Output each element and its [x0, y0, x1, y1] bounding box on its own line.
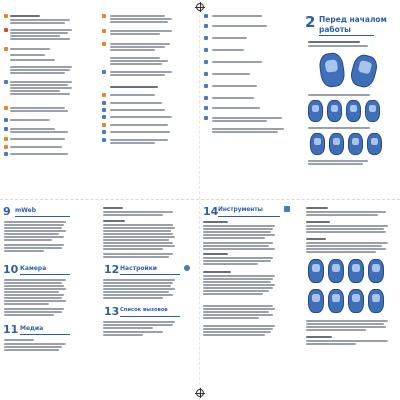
- panel-tools-continued: [300, 201, 400, 400]
- section-2-getting-started: [300, 0, 400, 195]
- phone-illustration-18: [368, 289, 384, 313]
- silent-icon: [204, 106, 208, 110]
- phone-illustration-11: [308, 259, 324, 283]
- phone-illustration-4: [327, 100, 342, 122]
- panel-sections-12-13: [100, 201, 195, 400]
- phone-illustration-6: [365, 100, 380, 122]
- phone-illustration-17: [348, 289, 364, 313]
- java-icon: [102, 70, 106, 74]
- missed-call-icon: [204, 72, 208, 76]
- email-icon: [102, 115, 106, 119]
- section-14-tools: [200, 201, 295, 400]
- horizontal-fold-line: [0, 199, 400, 200]
- section-13-title: Список вызовов: [120, 307, 168, 313]
- gprs-icon: [204, 24, 208, 28]
- phone-illustration-13: [348, 259, 364, 283]
- panel-icons-list-2: [100, 0, 195, 195]
- phone-illustration-2: [348, 52, 379, 89]
- mute-icon: [102, 29, 106, 33]
- section-11-title: Медиа: [20, 325, 44, 332]
- section-9-number: 9: [3, 205, 11, 218]
- section-9-underline: [15, 216, 70, 217]
- headset-icon: [4, 127, 8, 131]
- panel-icons-list-1: [0, 0, 95, 195]
- vibrate-icon: [4, 145, 8, 149]
- lock-icon: [4, 137, 8, 141]
- wap-icon: [102, 130, 106, 134]
- phone-illustration-5: [346, 100, 361, 122]
- divert-icon: [204, 60, 208, 64]
- phone-illustration-16: [328, 289, 344, 313]
- call-icon: [102, 14, 106, 18]
- signal-icon: [4, 47, 8, 51]
- phone-illustration-15: [308, 289, 324, 313]
- phone-illustration-9: [348, 133, 363, 155]
- section-2-number: 2: [305, 13, 316, 31]
- sms-icon: [102, 101, 106, 105]
- phone-illustration-8: [329, 133, 344, 155]
- section-12-title: Настройки: [120, 265, 158, 272]
- battery-icon: [4, 106, 8, 110]
- tools-icon: [284, 206, 290, 212]
- section-13-underline: [120, 316, 180, 317]
- phone-illustration-14: [368, 259, 384, 283]
- section-14-underline: [218, 216, 280, 217]
- memory-icon: [204, 96, 208, 100]
- bluetooth-icon: [4, 118, 8, 122]
- section-12-underline: [120, 274, 180, 275]
- section-10-underline: [20, 274, 70, 275]
- section-2-title-line2: работы: [319, 25, 351, 34]
- section-10-title: Камера: [20, 265, 47, 272]
- flight-mode-icon: [204, 116, 208, 120]
- phone-illustration-1: [318, 51, 346, 88]
- panel-sections-9-10-11: [0, 201, 95, 400]
- message-icon: [4, 80, 8, 84]
- mms-icon: [102, 108, 106, 112]
- java-app-icon: [204, 48, 208, 52]
- section-2-title-line1: Перед началом: [319, 15, 387, 24]
- key-icon: [102, 93, 106, 97]
- status-icon: [4, 14, 8, 18]
- radio-icon: [102, 42, 106, 46]
- section-2-underline: [319, 35, 374, 36]
- section-9-title: mWeb: [15, 207, 37, 214]
- section-12-number: 12: [104, 263, 120, 276]
- panel-icons-list-3: [200, 0, 295, 195]
- voicemail-icon: [204, 84, 208, 88]
- phone-illustration-7: [310, 133, 325, 155]
- edge-icon: [204, 36, 208, 40]
- phone-illustration-12: [328, 259, 344, 283]
- folder-icon: [102, 123, 106, 127]
- keypad-icon: [204, 14, 208, 18]
- section-10-number: 10: [3, 263, 19, 276]
- section-11-number: 11: [3, 323, 19, 336]
- settings-gear-icon: [184, 265, 190, 271]
- section-14-number: 14: [203, 205, 219, 218]
- phone-illustration-10: [367, 133, 382, 155]
- alarm-icon: [4, 28, 8, 32]
- section-13-number: 13: [104, 305, 120, 318]
- phone-illustration-3: [308, 100, 323, 122]
- section-14-title: Инструменты: [218, 207, 263, 213]
- roaming-icon: [4, 152, 8, 156]
- settings-icon: [102, 138, 106, 142]
- section-11-underline: [20, 334, 70, 335]
